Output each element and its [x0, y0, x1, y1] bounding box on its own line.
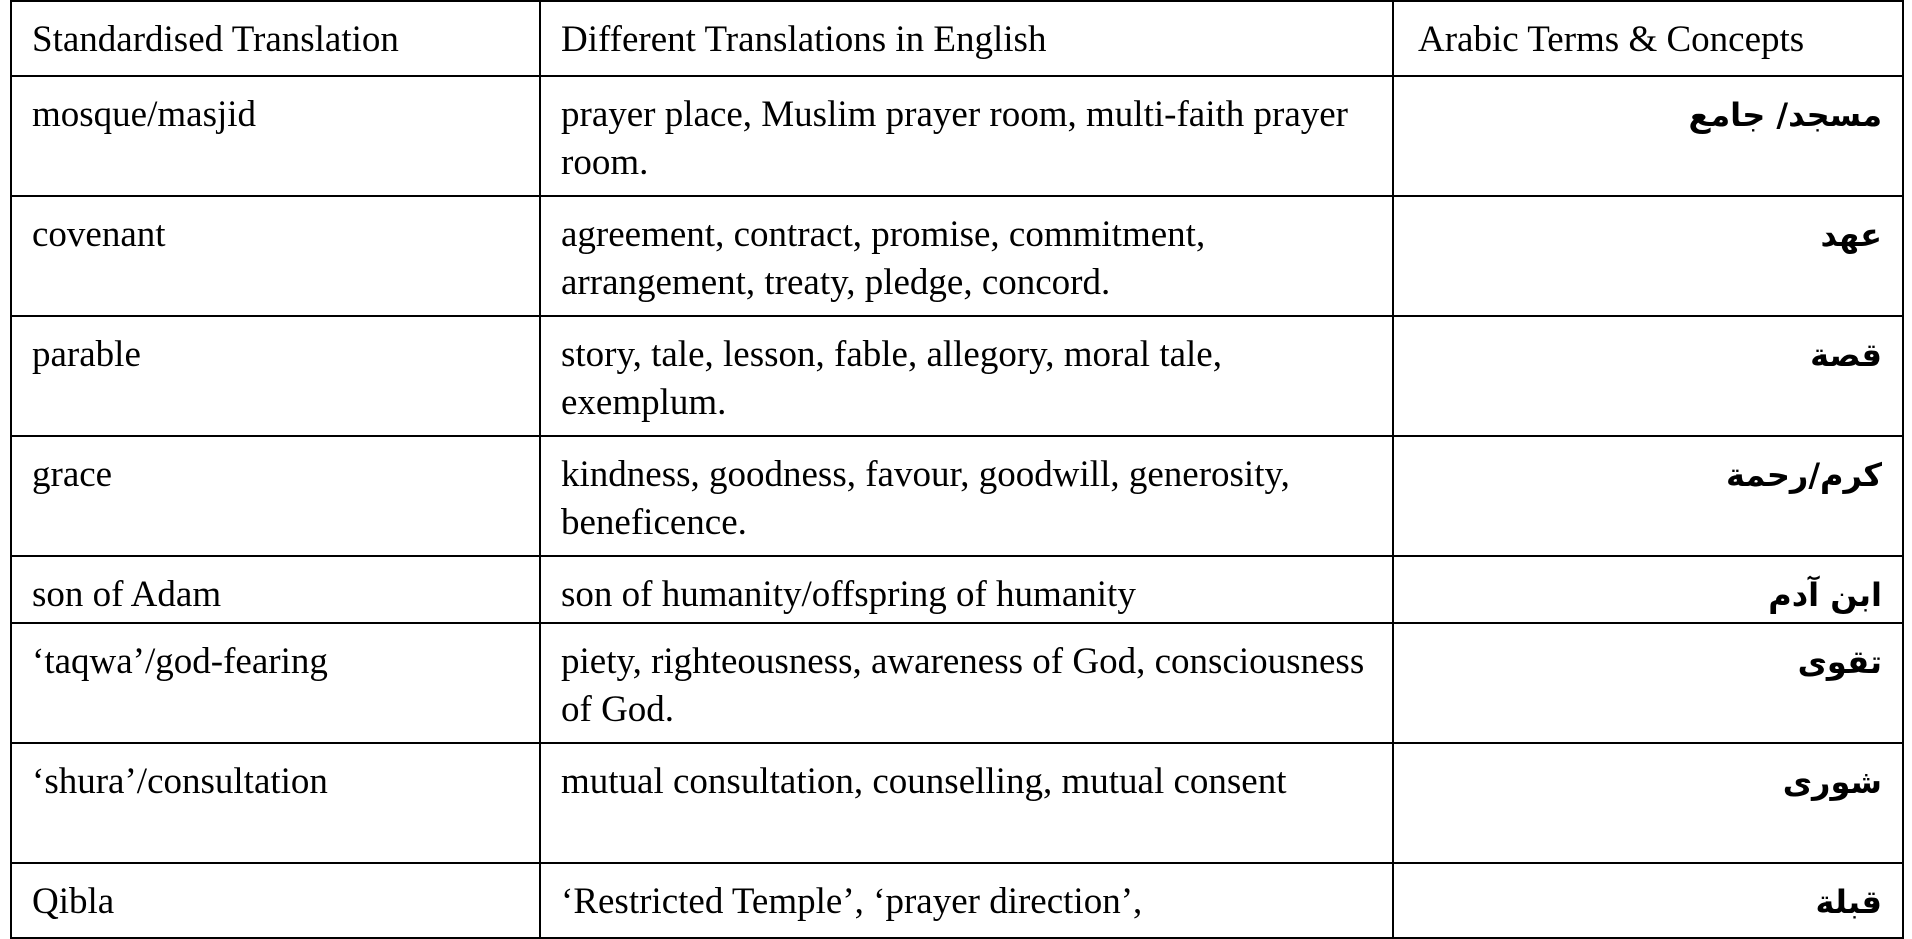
- standard-term: Qibla: [11, 863, 540, 938]
- table-row: [11, 76, 1903, 196]
- english-translations: son of humanity/offspring of humanity: [540, 556, 1393, 623]
- table-row: [11, 623, 1903, 743]
- english-translations: agreement, contract, promise, commitment, arrangement, treaty, pledge, concord.: [540, 196, 1393, 316]
- standard-term: parable: [11, 316, 540, 436]
- standard-term: grace: [11, 436, 540, 556]
- standard-term: ‘shura’/consultation: [11, 743, 540, 863]
- arabic-term: قبلة: [1393, 863, 1903, 938]
- translation-terms-table: [10, 0, 1904, 939]
- standard-term: mosque/masjid: [11, 76, 540, 196]
- table-row: [11, 863, 1903, 938]
- standard-term: covenant: [11, 196, 540, 316]
- standard-term: son of Adam: [11, 556, 540, 623]
- arabic-term: شورى: [1393, 743, 1903, 863]
- table-row: [11, 436, 1903, 556]
- table-header-row: [11, 1, 1903, 76]
- english-translations: story, tale, lesson, fable, allegory, moral tale, exemplum.: [540, 316, 1393, 436]
- table-row: [11, 556, 1903, 623]
- arabic-term: قصة: [1393, 316, 1903, 436]
- table-row: [11, 196, 1903, 316]
- arabic-term: عهد: [1393, 196, 1903, 316]
- arabic-term: تقوى: [1393, 623, 1903, 743]
- english-translations: ‘Restricted Temple’, ‘prayer direction’,: [540, 863, 1393, 938]
- column-header-arabic: Arabic Terms & Concepts: [1393, 1, 1903, 76]
- arabic-term: كرم/رحمة: [1393, 436, 1903, 556]
- table-row: [11, 743, 1903, 863]
- column-header-standardised: Standardised Translation: [11, 1, 540, 76]
- english-translations: mutual consultation, counselling, mutual consent: [540, 743, 1393, 863]
- standard-term: ‘taqwa’/god-fearing: [11, 623, 540, 743]
- arabic-term: مسجد/ جامع: [1393, 76, 1903, 196]
- column-header-translations: Different Translations in English: [540, 1, 1393, 76]
- english-translations: prayer place, Muslim prayer room, multi-faith prayer room.: [540, 76, 1393, 196]
- english-translations: kindness, goodness, favour, goodwill, generosity, beneficence.: [540, 436, 1393, 556]
- english-translations: piety, righteousness, awareness of God, consciousness of God.: [540, 623, 1393, 743]
- arabic-term: ابن آدم: [1393, 556, 1903, 623]
- table-row: [11, 316, 1903, 436]
